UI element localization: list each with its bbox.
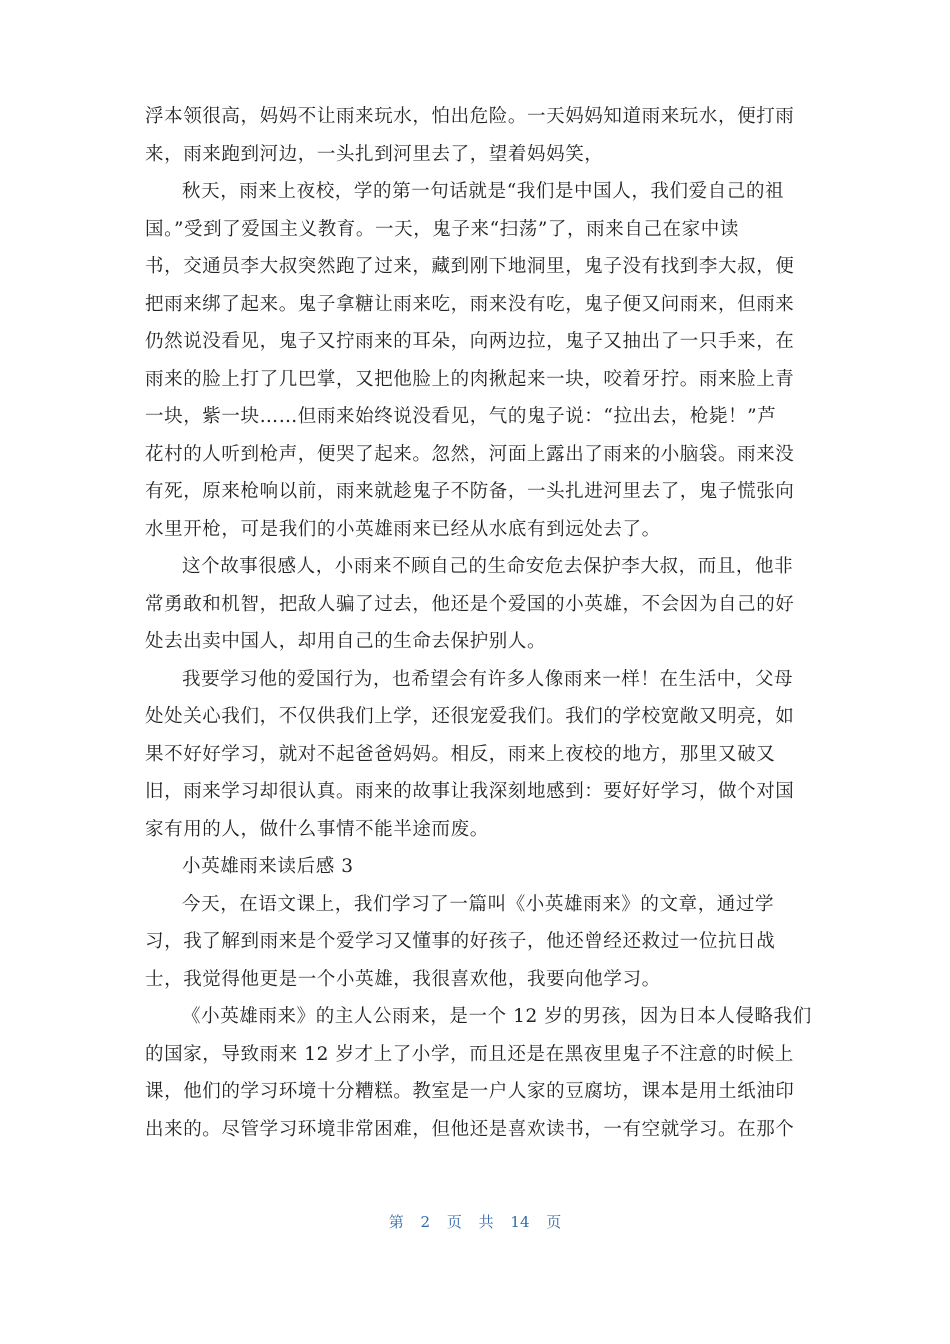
text-line: 小英雄雨来读后感 3	[182, 856, 354, 877]
text-line: 我要学习他的爱国行为，也希望会有许多人像雨来一样！在生活中，父母	[182, 668, 794, 690]
page-label-ye: 页	[446, 1213, 462, 1231]
text-line: 水里开枪，可是我们的小英雄雨来已经从水底有到远处去了。	[145, 518, 661, 540]
text-line: 士，我觉得他更是一个小英雄，我很喜欢他，我要向他学习。	[145, 968, 661, 990]
text-line: 仍然说没看见，鬼子又拧雨来的耳朵，向两边拉，鬼子又抽出了一只手来，在	[145, 331, 795, 352]
text-line: 果不好好学习，就对不起爸爸妈妈。相反，雨来上夜校的地方，那里又破又	[145, 743, 776, 765]
page-footer	[0, 1211, 950, 1232]
text-line: 浮本领很高，妈妈不让雨来玩水，怕出危险。一天妈妈知道雨来玩水，便打雨	[145, 106, 795, 127]
text-line: 一块，紫一块……但雨来始终说没看见，气的鬼子说：“拉出去，枪毙！”芦	[145, 406, 777, 427]
page-label-gong: 共	[478, 1213, 494, 1231]
text-line: 花村的人听到枪声，便哭了起来。忽然，河面上露出了雨来的小脑袋。雨来没	[145, 443, 795, 465]
text-line: 旧，雨来学习却很认真。雨来的故事让我深刻地感到：要好好学习，做个对国	[145, 781, 795, 802]
text-line: 有死，原来枪响以前，雨来就趁鬼子不防备，一头扎进河里去了，鬼子慌张向	[145, 481, 795, 502]
page-label-di: 第	[388, 1213, 404, 1231]
text-line: 出来的。尽管学习环境非常困难，但他还是喜欢读书，一有空就学习。在那个	[145, 1118, 795, 1140]
current-page-number: 2	[420, 1213, 431, 1231]
document-body	[145, 98, 810, 1148]
text-line: 把雨来绑了起来。鬼子拿糖让雨来吃，雨来没有吃，鬼子便又问雨来，但雨来	[145, 293, 795, 315]
page-label-ye-end: 页	[546, 1213, 562, 1231]
text-line: 书，交通员李大叔突然跑了过来，藏到刚下地洞里，鬼子没有找到李大叔，便	[145, 256, 795, 277]
text-line: 这个故事很感人，小雨来不顾自己的生命安危去保护李大叔，而且，他非	[182, 556, 794, 577]
text-line: 今天，在语文课上，我们学习了一篇叫《小英雄雨来》的文章，通过学	[182, 893, 775, 915]
text-line: 常勇敢和机智，把敌人骗了过去，他还是个爱国的小英雄，不会因为自己的好	[145, 593, 795, 615]
text-line: 处处关心我们，不仅供我们上学，还很宠爱我们。我们的学校宽敞又明亮，如	[145, 706, 795, 727]
text-line: 雨来的脸上打了几巴掌，又把他脸上的肉揪起来一块，咬着牙拧。雨来脸上青	[145, 368, 795, 390]
total-page-count: 14	[510, 1213, 530, 1231]
text-line: 课，他们的学习环境十分糟糕。教室是一户人家的豆腐坊，课本是用土纸油印	[145, 1081, 795, 1102]
text-line: 的国家，导致雨来 12 岁才上了小学，而且还是在黑夜里鬼子不注意的时候上	[145, 1043, 794, 1065]
text-line: 家有用的人，做什么事情不能半途而废。	[145, 818, 489, 840]
text-line: 秋天，雨来上夜校，学的第一句话就是“我们是中国人，我们爱自己的祖	[182, 181, 785, 202]
text-line: 来，雨来跑到河边，一头扎到河里去了，望着妈妈笑，	[145, 143, 604, 165]
text-line: 国。”受到了爱国主义教育。一天，鬼子来“扫荡”了，雨来自己在家中读	[145, 218, 739, 240]
text-line: 习，我了解到雨来是个爱学习又懂事的好孩子，他还曾经还救过一位抗日战	[145, 931, 776, 952]
text-line: 处去出卖中国人，却用自己的生命去保护别人。	[145, 631, 547, 652]
text-line: 《小英雄雨来》的主人公雨来，是一个 12 岁的男孩，因为日本人侵略我们	[182, 1006, 812, 1027]
